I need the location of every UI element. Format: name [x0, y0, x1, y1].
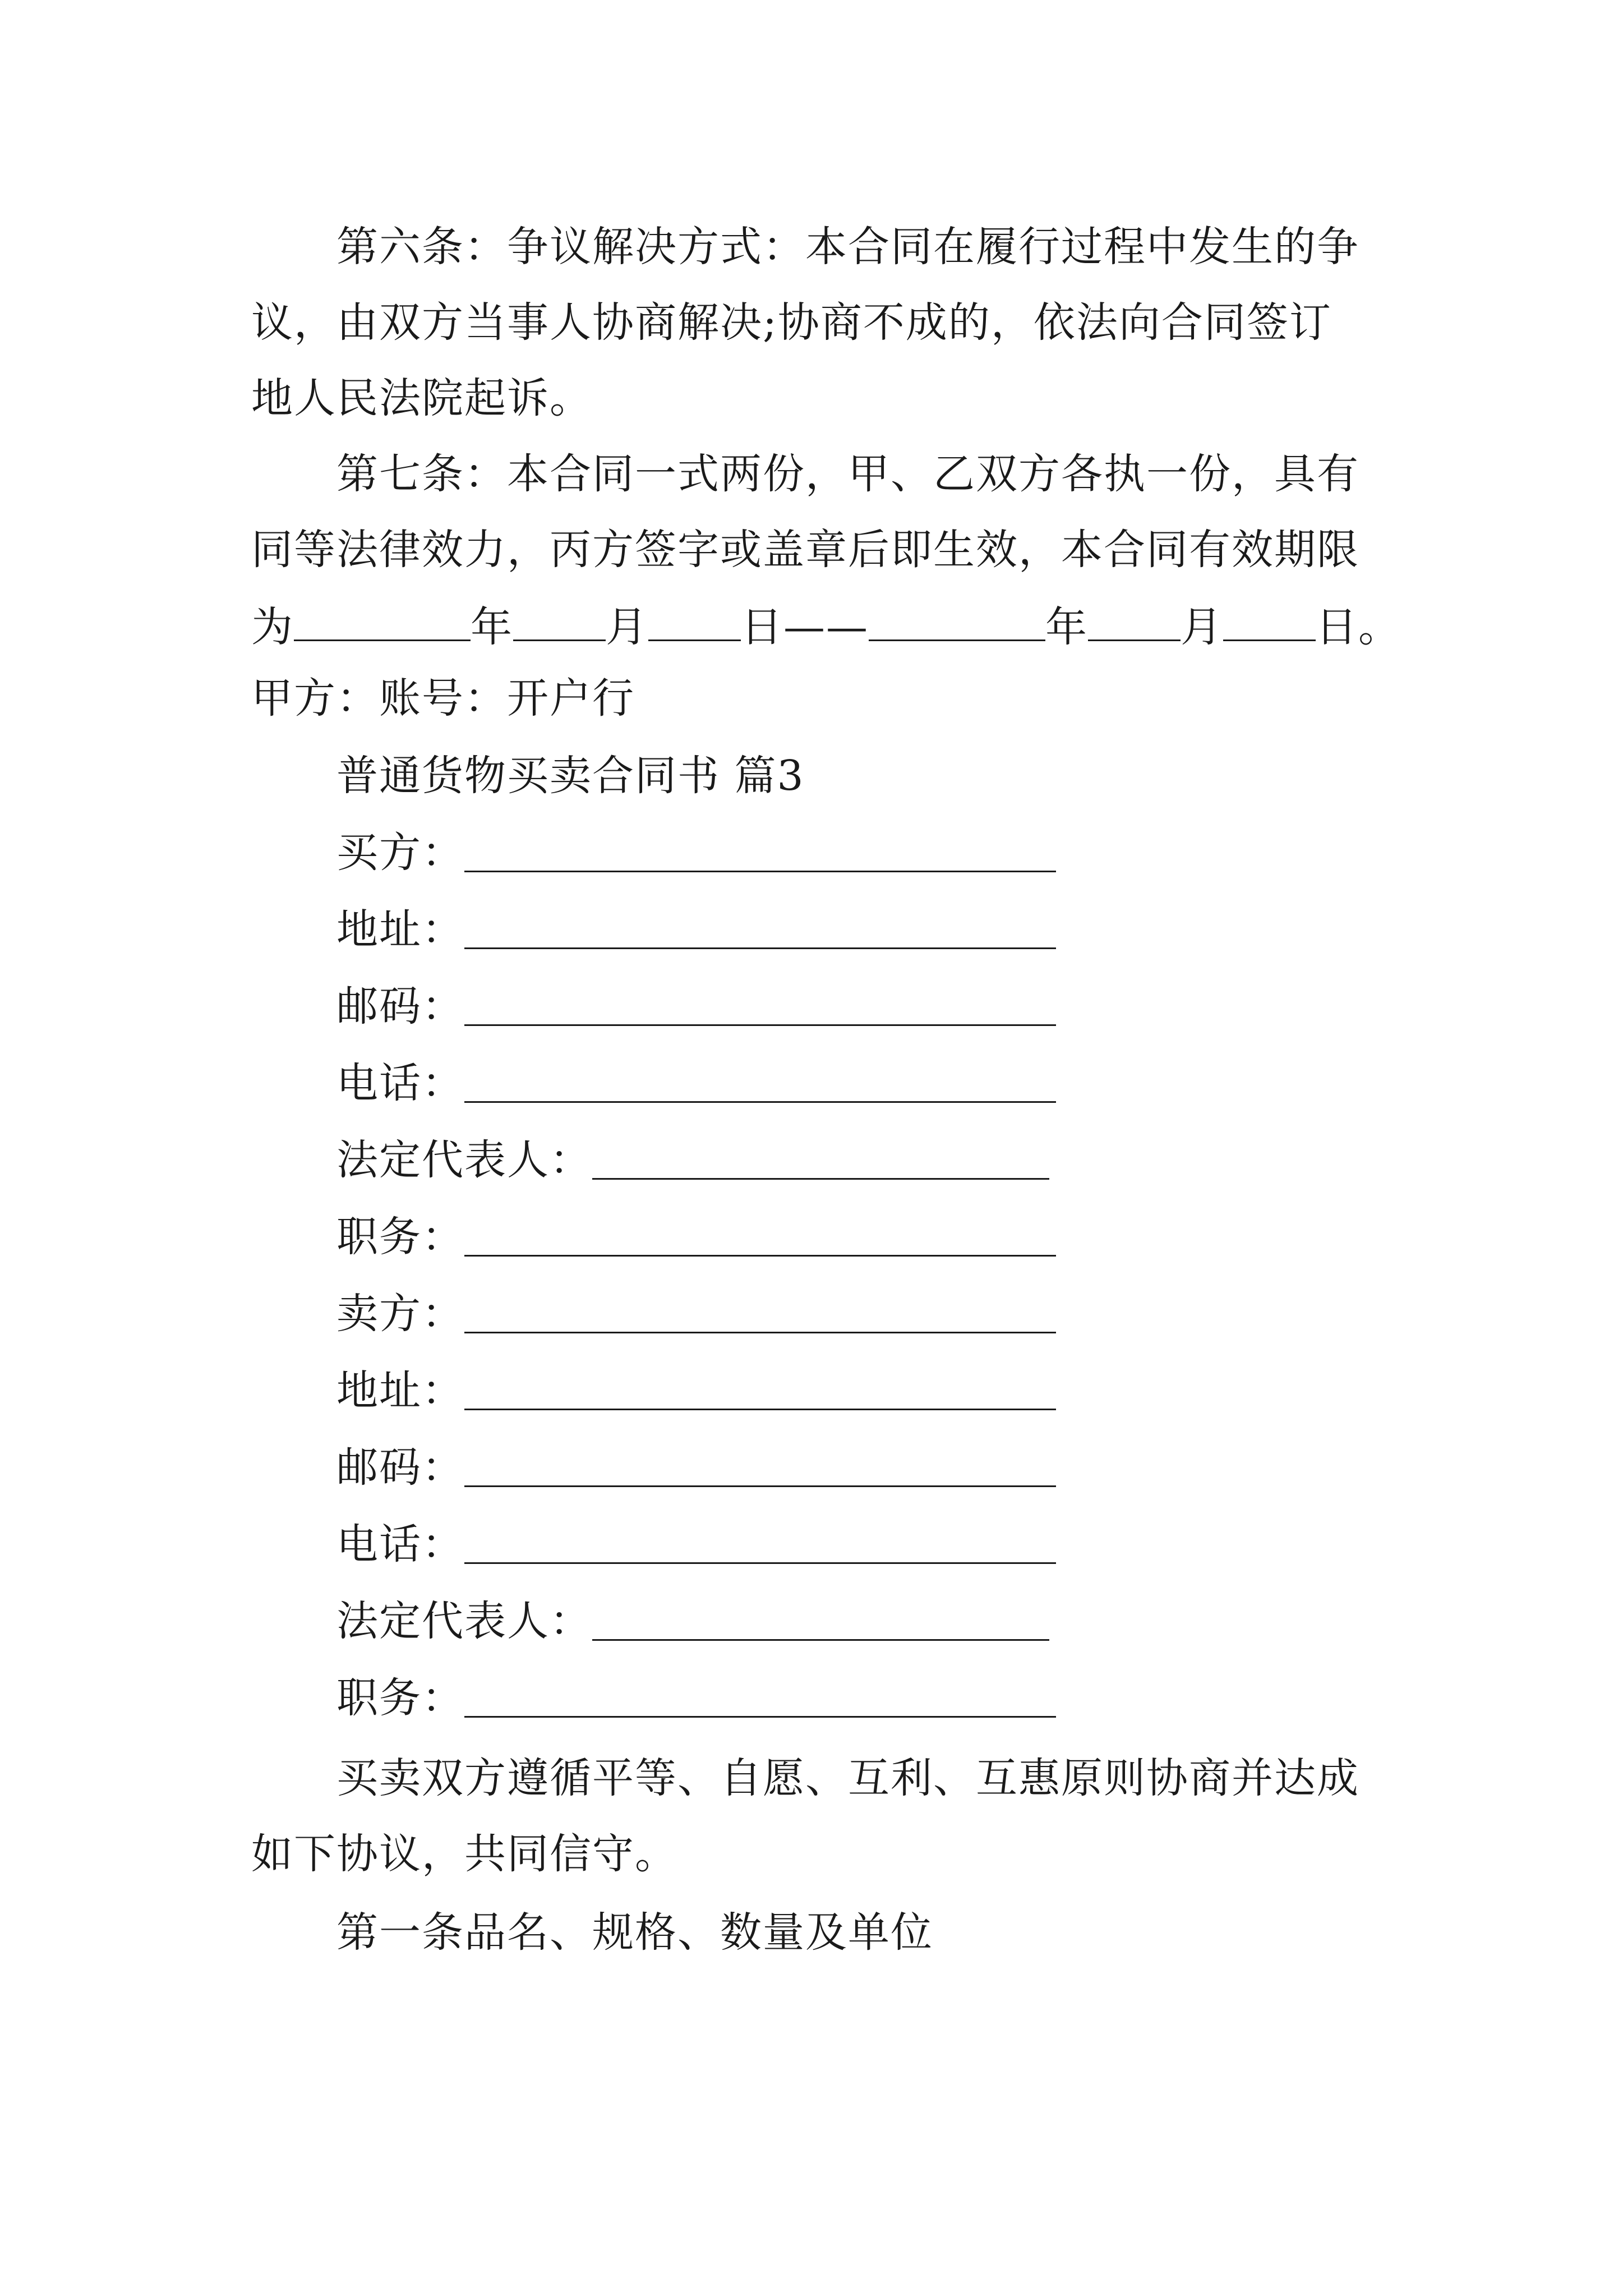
field-label: 电话： — [336, 1520, 464, 1568]
start-month-label: 月 — [606, 603, 648, 651]
end-day-blank[interactable] — [1223, 600, 1316, 641]
field-label: 职务： — [336, 1213, 464, 1261]
seller-address-row — [336, 1365, 1056, 1416]
buyer-address-blank[interactable] — [464, 946, 1056, 949]
seller-address-blank[interactable] — [464, 1407, 1056, 1410]
start-day-label: 日—— — [741, 603, 869, 651]
field-label: 邮码： — [336, 1443, 464, 1492]
end-day-label: 日。 — [1316, 603, 1401, 651]
end-year-blank[interactable] — [869, 600, 1045, 641]
agreement-line2: 如下协议，共同信守。 — [251, 1830, 677, 1878]
buyer-phone-row — [336, 1058, 1056, 1108]
buyer-postcode-row — [336, 981, 1056, 1032]
seller-phone-row — [336, 1519, 1056, 1570]
field-label: 卖方： — [336, 1290, 464, 1338]
seller-postcode-row — [336, 1442, 1056, 1493]
article6-line1: 第六条：争议解决方式：本合同在履行过程中发生的争 — [336, 223, 1359, 271]
field-label: 职务： — [336, 1674, 464, 1722]
start-month-blank[interactable] — [513, 600, 606, 641]
field-label: 法定代表人： — [336, 1136, 592, 1184]
buyer-position-row — [336, 1212, 1056, 1262]
article7-line1: 第七条：本合同一式两份，甲、乙双方各执一份，具有 — [336, 450, 1359, 498]
field-label: 买方： — [336, 829, 464, 877]
article6-line2: 议，由双方当事人协商解决;协商不成的，依法向合同签订 — [251, 298, 1332, 347]
buyer-address-row — [336, 904, 1056, 955]
buyer-phone-blank[interactable] — [464, 1100, 1056, 1103]
agreement-line1: 买卖双方遵循平等、自愿、互利、互惠原则协商并达成 — [336, 1754, 1359, 1802]
seller-party-blank[interactable] — [464, 1331, 1056, 1333]
seller-legal-rep-row — [336, 1596, 1049, 1646]
seller-party-row — [336, 1289, 1056, 1339]
start-day-blank[interactable] — [648, 600, 741, 641]
start-year-blank[interactable] — [294, 600, 471, 641]
end-year-label: 年 — [1045, 603, 1088, 651]
seller-postcode-blank[interactable] — [464, 1484, 1056, 1487]
start-year-label: 年 — [471, 603, 513, 651]
end-month-label: 月 — [1181, 603, 1223, 651]
field-label: 邮码： — [336, 982, 464, 1030]
end-month-blank[interactable] — [1088, 600, 1181, 641]
buyer-legal-rep-blank[interactable] — [592, 1177, 1049, 1180]
seller-phone-blank[interactable] — [464, 1561, 1056, 1564]
term-prefix: 为 — [251, 603, 294, 651]
article6-line3: 地人民法院起诉。 — [251, 374, 592, 422]
field-label: 地址： — [336, 1366, 464, 1415]
seller-legal-rep-blank[interactable] — [592, 1638, 1049, 1641]
section-title: 普通货物买卖合同书 篇3 — [336, 752, 805, 800]
buyer-party-blank[interactable] — [464, 869, 1056, 872]
contract-term-line — [251, 600, 1401, 651]
buyer-legal-rep-row — [336, 1135, 1049, 1185]
buyer-party-row — [336, 827, 1056, 878]
buyer-postcode-blank[interactable] — [464, 1023, 1056, 1026]
buyer-position-blank[interactable] — [464, 1254, 1056, 1257]
seller-position-blank[interactable] — [464, 1715, 1056, 1718]
seller-position-row — [336, 1673, 1056, 1723]
article1-title: 第一条品名、规格、数量及单位 — [336, 1908, 933, 1957]
field-label: 电话： — [336, 1059, 464, 1107]
field-label: 地址： — [336, 905, 464, 954]
article7-line2: 同等法律效力，丙方签字或盖章后即生效，本合同有效期限 — [251, 526, 1359, 574]
party-a-line: 甲方：账号：开户行 — [251, 674, 635, 723]
field-label: 法定代表人： — [336, 1597, 592, 1645]
